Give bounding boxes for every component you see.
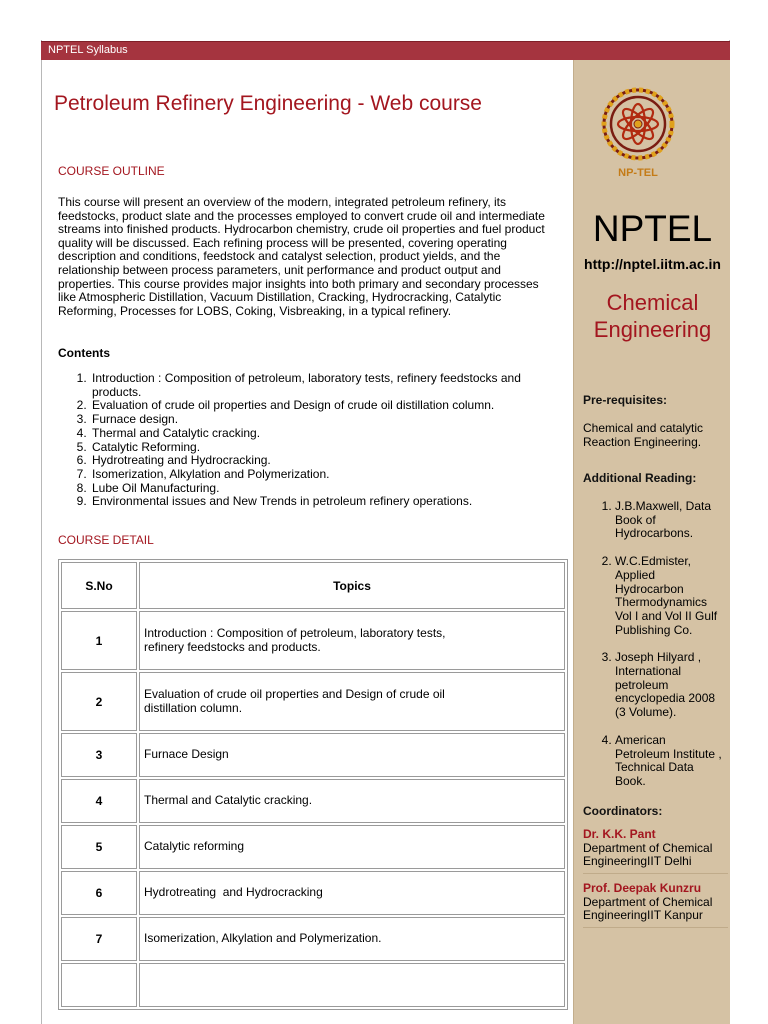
reading-item: 2. W.C.Edmister, Applied Hydrocarbon Thermodynamics Vol I and Vol II Gulf Publishing Co. [615,555,723,637]
table-header-row [61,562,565,609]
brand-name: NPTEL [592,208,713,249]
reading-list [583,500,723,803]
coordinators-heading: Coordinators: [583,804,663,818]
coordinator-name: Prof. Deepak Kunzru [583,881,702,895]
main-content [42,60,573,1024]
header-label: NPTEL Syllabus [48,44,128,56]
prereq-heading: Pre-requisites: [583,393,668,407]
row-topic [139,779,565,823]
row-topic [139,825,565,869]
row-sno: 1 [61,611,137,670]
course-detail-label: COURSE DETAIL [58,533,154,547]
row-topic [139,963,565,1007]
contents-item: 5. Catalytic Reforming. [90,441,558,455]
column-header-topics: Topics [139,562,565,609]
contents-item: 2. Evaluation of crude oil properties and Design of crude oil distillation column. [90,399,558,413]
header-bar [41,41,730,60]
course-detail-table [58,559,568,1010]
row-topic [139,917,565,961]
page-title: Petroleum Refinery Engineering - Web course [54,92,482,115]
contents-item: 8. Lube Oil Manufacturing. [90,482,558,496]
row-sno: 4 [61,779,137,823]
row-topic [139,733,565,777]
row-sno [61,963,137,1007]
contents-item: 9. Environmental issues and New Trends in petroleum refinery operations. [90,495,558,509]
row-topic [139,672,565,731]
row-topic-text: Catalytic reforming [144,839,245,854]
row-sno: 6 [61,871,137,915]
column-header-sno: S.No [61,562,137,609]
row-topic-text: Hydrotreating and Hydrocracking [144,885,323,900]
table-row [61,733,565,777]
row-topic-text: Evaluation of crude oil properties and Design of crude oil distillation column. [144,686,445,715]
contents-heading: Contents [58,346,110,360]
contents-item: 1. Introduction : Composition of petroleum, laboratory tests, refinery feedstocks and products. [90,372,558,399]
row-topic [139,871,565,915]
reading-item: 1. J.B.Maxwell, Data Book of Hydrocarbons. [615,500,723,541]
course-overview-text: This course will present an overview of the modern, integrated petroleum refinery, its feedstocks, product slate and the processes employed to convert crude oil and intermediate streams into finished products. Hydrocarbon chemistry, crude oil properties and fuel product quality will be discussed. Each refining process will be presented, covering operating description and conditions, feedstock and catalyst selection, product yields, and the relationship between process parameters, unit performance and product output and properties. This course provides major insights into both primary and secondary processes like Atmospheric Distillation, Vacuum Distillation, Cracking, Hydrocracking, Catalytic Reforming, Processes for LOBS, Coking, Visbreaking, in a typical refinery. [58,195,545,318]
table-row [61,871,565,915]
course-outline-label: COURSE OUTLINE [58,164,165,178]
coordinator-entry [583,828,728,874]
site-url-link[interactable]: http://nptel.iitm.ac.in [584,256,721,272]
table-row [61,779,565,823]
row-sno: 3 [61,733,137,777]
contents-item: 6. Hydrotreating and Hydrocracking. [90,454,558,468]
contents-list [58,372,558,509]
table-row [61,672,565,731]
reading-item: 4. American Petroleum Institute , Technical Data Book. [615,734,723,789]
row-topic-text: Isomerization, Alkylation and Polymerization. [144,931,382,946]
department-name: Chemical Engineering [593,290,712,342]
contents-item: 7. Isomerization, Alkylation and Polymerization. [90,468,558,482]
reading-item: 3. Joseph Hilyard , International petroleum encyclopedia 2008 (3 Volume). [615,651,723,720]
coordinator-entry [583,882,728,928]
table-row [61,963,565,1007]
row-topic-text: Thermal and Catalytic cracking. [144,793,313,808]
logo-text: NP-TEL [618,167,658,179]
table-row [61,611,565,670]
coordinator-affiliation: Department of Chemical EngineeringIIT Kanpur [583,894,713,923]
row-topic [139,611,565,670]
row-sno: 5 [61,825,137,869]
table-row [61,917,565,961]
row-sno: 2 [61,672,137,731]
row-topic-text: Furnace Design [144,747,229,762]
sidebar [573,60,730,1024]
row-sno: 7 [61,917,137,961]
table-row [61,825,565,869]
nptel-logo-icon [598,80,678,204]
contents-item: 3. Furnace design. [90,413,558,427]
row-topic-text: Introduction : Composition of petroleum, laboratory tests, refinery feedstocks and products. [144,625,446,654]
contents-item: 4. Thermal and Catalytic cracking. [90,427,558,441]
reading-heading: Additional Reading: [583,471,697,485]
coordinator-affiliation: Department of Chemical EngineeringIIT Delhi [583,840,713,869]
coordinator-name: Dr. K.K. Pant [583,827,656,841]
prereq-text: Chemical and catalytic Reaction Engineering. [583,421,704,449]
